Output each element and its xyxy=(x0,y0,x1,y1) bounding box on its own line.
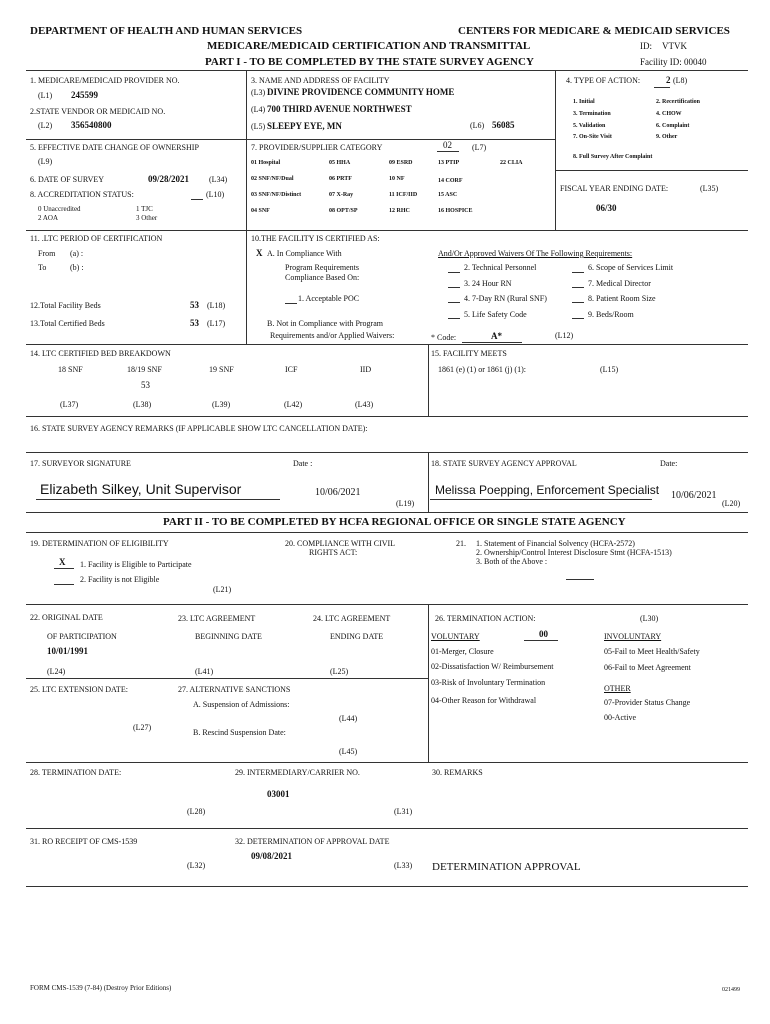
underline xyxy=(191,199,203,200)
rule xyxy=(428,452,429,512)
bed-code: (L38) xyxy=(133,400,152,409)
form-footer: FORM CMS-1539 (7-84) (Destroy Prior Editions) xyxy=(30,984,172,992)
surveyor-signature: Elizabeth Silkey, Unit Supervisor xyxy=(40,481,242,497)
accred-option: 3 Other xyxy=(136,214,158,222)
action-option: 4. CHOW xyxy=(656,111,682,117)
underline xyxy=(566,579,594,580)
box20-label1: 20. COMPLIANCE WITH CIVIL xyxy=(285,539,396,548)
underline xyxy=(448,272,460,273)
box22-code: (L24) xyxy=(47,667,66,676)
rule xyxy=(26,512,748,513)
other-reason: 00-Active xyxy=(604,713,636,722)
to-label: To xyxy=(38,263,47,272)
box23-sub: BEGINNING DATE xyxy=(195,632,262,641)
box16-label: 16. STATE SURVEY AGENCY REMARKS (IF APPLICABLE SHOW LTC CANCELLATION DATE): xyxy=(30,424,368,433)
box3-l6: (L6) xyxy=(470,121,485,130)
bed-col: 18 SNF xyxy=(58,365,83,374)
box2-label: 2.STATE VENDOR OR MEDICAID NO. xyxy=(30,107,166,116)
box25-code: (L27) xyxy=(133,723,152,732)
compliance-mark: X xyxy=(256,248,263,258)
rule xyxy=(26,678,428,679)
rule xyxy=(26,230,748,231)
fiscal-value: 06/30 xyxy=(596,203,617,213)
program-req-1: Program Requirements xyxy=(285,263,359,272)
waiver-item: 8. Patient Room Size xyxy=(588,294,656,303)
box20-label2: RIGHTS ACT: xyxy=(309,548,358,557)
box3-l4: (L4) xyxy=(251,105,266,114)
box1-code: (L1) xyxy=(38,91,53,100)
rule xyxy=(26,828,748,829)
underline xyxy=(448,287,460,288)
rule xyxy=(555,70,556,230)
rule xyxy=(26,416,748,417)
box21-item: 3. Both of the Above : xyxy=(476,557,548,566)
box18-label: 18. STATE SURVEY AGENCY APPROVAL xyxy=(431,459,577,468)
other-reason: 07-Provider Status Change xyxy=(604,698,691,707)
action-option: 1. Initial xyxy=(573,99,595,105)
rule xyxy=(26,139,555,140)
certified-beds: 53 xyxy=(190,318,199,328)
bed-col: 19 SNF xyxy=(209,365,234,374)
box3-l5: (L5) xyxy=(251,122,266,131)
box23-label: 23. LTC AGREEMENT xyxy=(178,614,256,623)
rule xyxy=(26,886,748,887)
category-item: 03 SNF/NF/Distinct xyxy=(251,192,302,198)
fiscal-code: (L35) xyxy=(700,184,719,193)
box5-label: 5. EFFECTIVE DATE CHANGE OF OWNERSHIP xyxy=(30,143,199,152)
box24-code: (L25) xyxy=(330,667,349,676)
dept-name: DEPARTMENT OF HEALTH AND HUMAN SERVICES xyxy=(30,25,303,37)
to-b: (b) : xyxy=(70,263,84,272)
intermediary-number: 03001 xyxy=(267,789,290,799)
voluntary-reason: 03-Risk of Involuntary Termination xyxy=(431,678,546,687)
cms-name: CENTERS FOR MEDICARE & MEDICAID SERVICES xyxy=(458,25,730,37)
box12-code: (L18) xyxy=(207,301,226,310)
category-item: 22 CLIA xyxy=(500,160,523,166)
code-l12: (L12) xyxy=(555,331,574,340)
facility-name: DIVINE PROVIDENCE COMMUNITY HOME xyxy=(267,87,455,97)
facility-id: Facility ID: 00040 xyxy=(640,57,707,67)
box29-label: 29. INTERMEDIARY/CARRIER NO. xyxy=(235,768,360,777)
box25-label: 25. LTC EXTENSION DATE: xyxy=(30,685,128,694)
underline xyxy=(572,302,584,303)
box4-code: (L8) xyxy=(673,76,688,85)
accred-option: 1 TJC xyxy=(136,205,153,213)
not-compliance-1: B. Not in Compliance with Program xyxy=(267,319,383,328)
rule xyxy=(555,170,748,171)
box15-text: 1861 (e) (1) or 1861 (j) (1): xyxy=(438,365,526,374)
waiver-item: 5. Life Safety Code xyxy=(464,310,527,319)
category-item: 06 PRTF xyxy=(329,176,352,182)
bed-code: (L37) xyxy=(60,400,79,409)
waiver-item: 7. Medical Director xyxy=(588,279,651,288)
action-option: 7. On-Site Visit xyxy=(573,134,612,140)
bed-code: (L42) xyxy=(284,400,303,409)
box14-label: 14. LTC CERTIFIED BED BREAKDOWN xyxy=(30,349,171,358)
not-compliance-2: Requirements and/or Applied Waivers: xyxy=(270,331,395,340)
category-item: 07 X-Ray xyxy=(329,192,354,198)
rescind-label: B. Rescind Suspension Date: xyxy=(193,728,286,737)
approval-date: 09/08/2021 xyxy=(251,851,293,861)
category-item: 09 ESRD xyxy=(389,160,413,166)
involuntary-reason: 06-Fail to Meet Agreement xyxy=(604,663,691,672)
compliance-a: A. In Compliance With xyxy=(267,249,342,258)
box27-l44: (L44) xyxy=(339,714,358,723)
waiver-item: 4. 7-Day RN (Rural SNF) xyxy=(464,294,547,303)
from-label: From xyxy=(38,249,56,258)
box17-label: 17. SURVEYOR SIGNATURE xyxy=(30,459,131,468)
category-item: 01 Hospital xyxy=(251,160,281,166)
bed-col: 18/19 SNF xyxy=(127,365,162,374)
waivers-header: And/Or Approved Waivers Of The Following Requirements: xyxy=(438,249,633,258)
action-option: 2. Recertification xyxy=(656,99,700,105)
footer-code: 021499 xyxy=(722,987,740,993)
underline xyxy=(572,287,584,288)
waiver-item: 9. Beds/Room xyxy=(588,310,634,319)
box18-code: (L20) xyxy=(722,499,741,508)
box17-code: (L19) xyxy=(396,499,415,508)
box5-code: (L9) xyxy=(38,157,53,166)
eligible-option: 1. Facility is Eligible to Participate xyxy=(80,560,192,569)
category-item: 15 ASC xyxy=(438,192,458,198)
bed-value: 53 xyxy=(141,380,150,390)
box19-label: 19. DETERMINATION OF ELIGIBILITY xyxy=(30,539,169,548)
termination-value: 00 xyxy=(539,629,548,639)
voluntary-reason: 02-Dissatisfaction W/ Reimbursement xyxy=(431,662,554,671)
action-option: 3. Termination xyxy=(573,111,611,117)
box28-code: (L28) xyxy=(187,807,206,816)
total-beds: 53 xyxy=(190,300,199,310)
rule xyxy=(26,532,748,533)
box32-code: (L33) xyxy=(394,861,413,870)
action-option: 8. Full Survey After Complaint xyxy=(573,154,653,160)
category-item: 11 ICF/IID xyxy=(389,192,418,198)
box22-label: 22. ORIGINAL DATE xyxy=(30,613,103,622)
box24-sub: ENDING DATE xyxy=(330,632,384,641)
involuntary-reason: 05-Fail to Meet Health/Safety xyxy=(604,647,700,656)
rule xyxy=(26,604,748,605)
not-eligible-option: 2. Facility is not Eligible xyxy=(80,575,160,584)
category-item: 08 OPT/SP xyxy=(329,208,358,214)
rule xyxy=(428,344,429,416)
box6-code: (L34) xyxy=(209,175,228,184)
category-item: 16 HOSPICE xyxy=(438,208,473,214)
facility-street: 700 THIRD AVENUE NORTHWEST xyxy=(267,104,412,114)
box27-l45: (L45) xyxy=(339,747,358,756)
box27-label: 27. ALTERNATIVE SANCTIONS xyxy=(178,685,291,694)
bed-col: IID xyxy=(360,365,372,374)
type-of-action-value: 2 xyxy=(666,75,671,85)
underline xyxy=(437,151,459,152)
from-a: (a) : xyxy=(70,249,84,258)
box26-code: (L30) xyxy=(640,614,659,623)
box10-label: 10.THE FACILITY IS CERTIFIED AS: xyxy=(251,234,380,243)
rule xyxy=(26,762,748,763)
underline xyxy=(462,342,522,343)
box13-code: (L17) xyxy=(207,319,226,328)
other-label: OTHER xyxy=(604,684,631,693)
suspension-label: A. Suspension of Admissions: xyxy=(193,700,290,709)
box28-label: 28. TERMINATION DATE: xyxy=(30,768,122,777)
waiver-item: 3. 24 Hour RN xyxy=(464,279,512,288)
underline xyxy=(430,499,652,500)
category-item: 14 CORF xyxy=(438,178,463,184)
waiver-item: 6. Scope of Services Limit xyxy=(588,263,674,272)
provider-number: 245599 xyxy=(71,90,98,100)
rule xyxy=(246,230,247,344)
box2-code: (L2) xyxy=(38,121,53,130)
rule xyxy=(428,604,429,762)
underline xyxy=(448,302,460,303)
category-item: 13 PTIP xyxy=(438,160,460,166)
box21-item: 1. Statement of Financial Solvency (HCFA-2572) xyxy=(476,539,635,548)
box8-label: 8. ACCREDITATION STATUS: xyxy=(30,190,134,199)
id-value: VTVK xyxy=(662,41,687,51)
category-item: 12 RHC xyxy=(389,208,410,214)
box7-label: 7. PROVIDER/SUPPLIER CATEGORY xyxy=(251,143,383,152)
accred-option: 2 AOA xyxy=(38,214,59,222)
action-option: 5. Validation xyxy=(573,123,606,129)
acceptable-poc: 1. Acceptable POC xyxy=(298,294,360,303)
action-option: 9. Other xyxy=(656,134,678,140)
underline xyxy=(524,640,558,641)
box12-label: 12.Total Facility Beds xyxy=(30,301,101,310)
bed-code: (L39) xyxy=(212,400,231,409)
box3-label: 3. NAME AND ADDRESS OF FACILITY xyxy=(251,76,390,85)
rule xyxy=(26,452,748,453)
box17-date-label: Date : xyxy=(293,459,313,468)
waiver-item: 2. Technical Personnel xyxy=(464,263,537,272)
facility-city: SLEEPY EYE, MN xyxy=(267,121,342,131)
voluntary-reason: 01-Merger, Closure xyxy=(431,647,494,656)
underline xyxy=(54,584,74,585)
agency-signature: Melissa Poepping, Enforcement Specialist xyxy=(435,483,660,497)
underline xyxy=(654,87,670,88)
surveyor-date: 10/06/2021 xyxy=(315,487,361,498)
box8-code: (L10) xyxy=(206,190,225,199)
box3-l3: (L3) xyxy=(251,88,266,97)
bed-col: ICF xyxy=(285,365,298,374)
agency-date: 10/06/2021 xyxy=(671,490,717,501)
voluntary-label: VOLUNTARY xyxy=(431,632,480,641)
box23-code: (L41) xyxy=(195,667,214,676)
category-item: 02 SNF/NF/Dual xyxy=(251,176,294,182)
category-item: 05 HHA xyxy=(329,160,351,166)
box6-label: 6. DATE OF SURVEY xyxy=(30,175,105,184)
vendor-number: 356540800 xyxy=(71,120,112,130)
box21-num: 21. xyxy=(456,539,466,548)
box31-label: 31. RO RECEIPT OF CMS-1539 xyxy=(30,837,138,846)
survey-date: 09/28/2021 xyxy=(148,174,190,184)
voluntary-reason: 04-Other Reason for Withdrawal xyxy=(431,696,537,705)
box1-label: 1. MEDICARE/MEDICAID PROVIDER NO. xyxy=(30,76,180,85)
underline xyxy=(285,303,297,304)
category-item: 04 SNF xyxy=(251,208,270,214)
underline xyxy=(54,568,74,569)
rule xyxy=(246,70,247,230)
box4-label: 4. TYPE OF ACTION: xyxy=(566,76,641,85)
box30-label: 30. REMARKS xyxy=(432,768,483,777)
fiscal-label: FISCAL YEAR ENDING DATE: xyxy=(560,184,669,193)
eligible-mark: X xyxy=(59,557,66,567)
category-item: 10 NF xyxy=(389,176,405,182)
box15-code: (L15) xyxy=(600,365,619,374)
category-value: 02 xyxy=(443,140,452,150)
accred-option: 0 Unaccredited xyxy=(38,205,81,213)
box26-label: 26. TERMINATION ACTION: xyxy=(435,614,536,623)
box31-code: (L32) xyxy=(187,861,206,870)
original-date: 10/01/1991 xyxy=(47,646,89,656)
box21-item: 2. Ownership/Control Interest Disclosure Stmt (HCFA-1513) xyxy=(476,548,672,557)
box15-label: 15. FACILITY MEETS xyxy=(431,349,507,358)
underline xyxy=(448,318,460,319)
box32-label: 32. DETERMINATION OF APPROVAL DATE xyxy=(235,837,390,846)
program-req-2: Compliance Based On: xyxy=(285,273,360,282)
code-value: A* xyxy=(491,331,502,341)
code-label: * Code: xyxy=(431,333,457,342)
action-option: 6. Complaint xyxy=(656,123,690,129)
facility-zip: 56085 xyxy=(492,120,515,130)
id-label: ID: xyxy=(640,41,652,51)
underline xyxy=(36,499,280,500)
box7-code: (L7) xyxy=(472,143,487,152)
box29-code: (L31) xyxy=(394,807,413,816)
part2-title: PART II - TO BE COMPLETED BY HCFA REGIONAL OFFICE OR SINGLE STATE AGENCY xyxy=(163,516,626,528)
box18-date-label: Date: xyxy=(660,459,678,468)
remarks-value: DETERMINATION APPROVAL xyxy=(432,861,581,873)
underline xyxy=(572,318,584,319)
box13-label: 13.Total Certified Beds xyxy=(30,319,105,328)
rule xyxy=(26,344,748,345)
part1-title: PART I - TO BE COMPLETED BY THE STATE SURVEY AGENCY xyxy=(205,56,534,68)
box19-code: (L21) xyxy=(213,585,232,594)
form-title: MEDICARE/MEDICAID CERTIFICATION AND TRANSMITTAL xyxy=(207,40,531,52)
underline xyxy=(572,272,584,273)
bed-code: (L43) xyxy=(355,400,374,409)
box11-label: 11. .LTC PERIOD OF CERTIFICATION xyxy=(30,234,163,243)
rule xyxy=(26,70,748,71)
box22-sub: OF PARTICIPATION xyxy=(47,632,117,641)
involuntary-label: INVOLUNTARY xyxy=(604,632,662,641)
box24-label: 24. LTC AGREEMENT xyxy=(313,614,391,623)
